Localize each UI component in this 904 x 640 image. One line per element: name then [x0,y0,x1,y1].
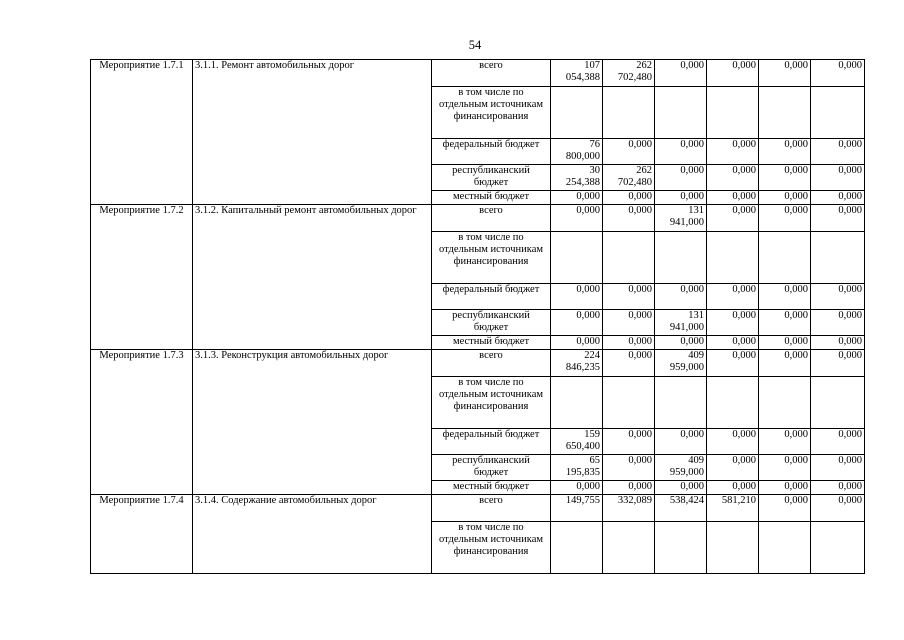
amount-cell: 131 941,000 [655,205,707,232]
amount-cell: 0,000 [655,481,707,495]
funding-source-cell: местный бюджет [432,481,551,495]
amount-cell: 0,000 [707,336,759,350]
amount-cell: 0,000 [655,429,707,455]
amount-cell [551,87,603,139]
amount-cell [655,522,707,574]
amount-cell: 0,000 [707,139,759,165]
amount-cell [707,232,759,284]
amount-cell [551,522,603,574]
amount-cell: 0,000 [811,350,865,377]
amount-cell: 0,000 [759,429,811,455]
amount-cell: 0,000 [707,60,759,87]
amount-cell: 65 195,835 [551,455,603,481]
amount-cell: 0,000 [551,191,603,205]
amount-cell: 0,000 [551,310,603,336]
amount-cell [707,87,759,139]
funding-source-cell: в том числе по отдельным источникам финансирования [432,377,551,429]
amount-cell: 0,000 [811,429,865,455]
amount-cell: 0,000 [603,336,655,350]
amount-cell: 332,089 [603,495,655,522]
funding-source-cell: местный бюджет [432,336,551,350]
funding-source-cell: всего [432,205,551,232]
amount-cell: 0,000 [603,350,655,377]
funding-source-cell: всего [432,495,551,522]
amount-cell: 0,000 [655,139,707,165]
amount-cell: 0,000 [707,165,759,191]
amount-cell: 0,000 [707,455,759,481]
amount-cell: 0,000 [759,284,811,310]
page-number: 54 [468,38,482,52]
amount-cell [759,377,811,429]
amount-cell: 0,000 [759,165,811,191]
table-row [91,60,865,87]
funding-source-cell: республиканский бюджет [432,455,551,481]
funding-source-cell: федеральный бюджет [432,139,551,165]
amount-cell [655,87,707,139]
amount-cell: 0,000 [603,481,655,495]
activity-name-cell: 3.1.2. Капитальный ремонт автомобильных дорог [193,205,432,350]
amount-cell: 581,210 [707,495,759,522]
amount-cell: 0,000 [707,429,759,455]
amount-cell [759,87,811,139]
amount-cell: 224 846,235 [551,350,603,377]
amount-cell [811,377,865,429]
funding-source-cell: в том числе по отдельным источникам финансирования [432,87,551,139]
amount-cell: 262 702,480 [603,60,655,87]
funding-source-cell: республиканский бюджет [432,310,551,336]
amount-cell: 131 941,000 [655,310,707,336]
amount-cell: 0,000 [759,310,811,336]
amount-cell: 409 959,000 [655,350,707,377]
amount-cell: 0,000 [603,284,655,310]
amount-cell: 107 054,388 [551,60,603,87]
amount-cell: 159 650,400 [551,429,603,455]
event-cell: Мероприятие 1.7.3 [91,350,193,495]
amount-cell: 0,000 [603,455,655,481]
amount-cell: 0,000 [759,139,811,165]
amount-cell: 0,000 [759,495,811,522]
amount-cell [655,232,707,284]
amount-cell [603,522,655,574]
amount-cell [603,87,655,139]
event-cell: Мероприятие 1.7.4 [91,495,193,574]
amount-cell: 0,000 [551,284,603,310]
amount-cell: 0,000 [707,191,759,205]
amount-cell: 0,000 [759,336,811,350]
amount-cell: 0,000 [707,284,759,310]
amount-cell: 0,000 [811,495,865,522]
amount-cell: 0,000 [603,191,655,205]
amount-cell: 0,000 [707,350,759,377]
activity-name-cell: 3.1.3. Реконструкция автомобильных дорог [193,350,432,495]
funding-source-cell: всего [432,60,551,87]
amount-cell: 0,000 [759,205,811,232]
amount-cell [655,377,707,429]
amount-cell: 0,000 [551,336,603,350]
amount-cell: 149,755 [551,495,603,522]
activity-name-cell: 3.1.1. Ремонт автомобильных дорог [193,60,432,205]
amount-cell: 0,000 [655,336,707,350]
amount-cell: 0,000 [811,336,865,350]
funding-source-cell: федеральный бюджет [432,284,551,310]
funding-source-cell: в том числе по отдельным источникам финансирования [432,232,551,284]
amount-cell: 0,000 [655,191,707,205]
amount-cell: 0,000 [707,310,759,336]
amount-cell [603,377,655,429]
amount-cell: 0,000 [811,284,865,310]
funding-source-cell: в том числе по отдельным источникам финансирования [432,522,551,574]
amount-cell: 0,000 [759,350,811,377]
budget-table-body [91,60,865,574]
amount-cell [811,522,865,574]
table-row [91,495,865,522]
amount-cell: 0,000 [603,429,655,455]
amount-cell: 0,000 [551,205,603,232]
amount-cell: 409 959,000 [655,455,707,481]
table-row [91,205,865,232]
amount-cell: 538,424 [655,495,707,522]
amount-cell: 0,000 [811,310,865,336]
amount-cell: 0,000 [811,165,865,191]
amount-cell: 0,000 [811,139,865,165]
amount-cell: 0,000 [759,481,811,495]
amount-cell: 0,000 [707,481,759,495]
amount-cell: 0,000 [811,191,865,205]
amount-cell: 0,000 [759,60,811,87]
amount-cell: 0,000 [603,205,655,232]
amount-cell: 0,000 [759,455,811,481]
amount-cell [551,232,603,284]
amount-cell: 0,000 [655,60,707,87]
amount-cell [811,87,865,139]
amount-cell [551,377,603,429]
amount-cell [759,522,811,574]
amount-cell: 0,000 [603,139,655,165]
amount-cell: 0,000 [759,191,811,205]
amount-cell [707,522,759,574]
event-cell: Мероприятие 1.7.1 [91,60,193,205]
budget-table [90,59,865,574]
amount-cell: 30 254,388 [551,165,603,191]
amount-cell: 76 800,000 [551,139,603,165]
amount-cell: 262 702,480 [603,165,655,191]
amount-cell: 0,000 [811,481,865,495]
amount-cell: 0,000 [811,205,865,232]
funding-source-cell: федеральный бюджет [432,429,551,455]
funding-source-cell: местный бюджет [432,191,551,205]
amount-cell: 0,000 [655,165,707,191]
amount-cell: 0,000 [603,310,655,336]
amount-cell: 0,000 [811,455,865,481]
amount-cell [707,377,759,429]
amount-cell: 0,000 [707,205,759,232]
amount-cell: 0,000 [811,60,865,87]
amount-cell [811,232,865,284]
amount-cell: 0,000 [551,481,603,495]
amount-cell [603,232,655,284]
event-cell: Мероприятие 1.7.2 [91,205,193,350]
funding-source-cell: республиканский бюджет [432,165,551,191]
amount-cell [759,232,811,284]
activity-name-cell: 3.1.4. Содержание автомобильных дорог [193,495,432,574]
table-row [91,350,865,377]
amount-cell: 0,000 [655,284,707,310]
funding-source-cell: всего [432,350,551,377]
